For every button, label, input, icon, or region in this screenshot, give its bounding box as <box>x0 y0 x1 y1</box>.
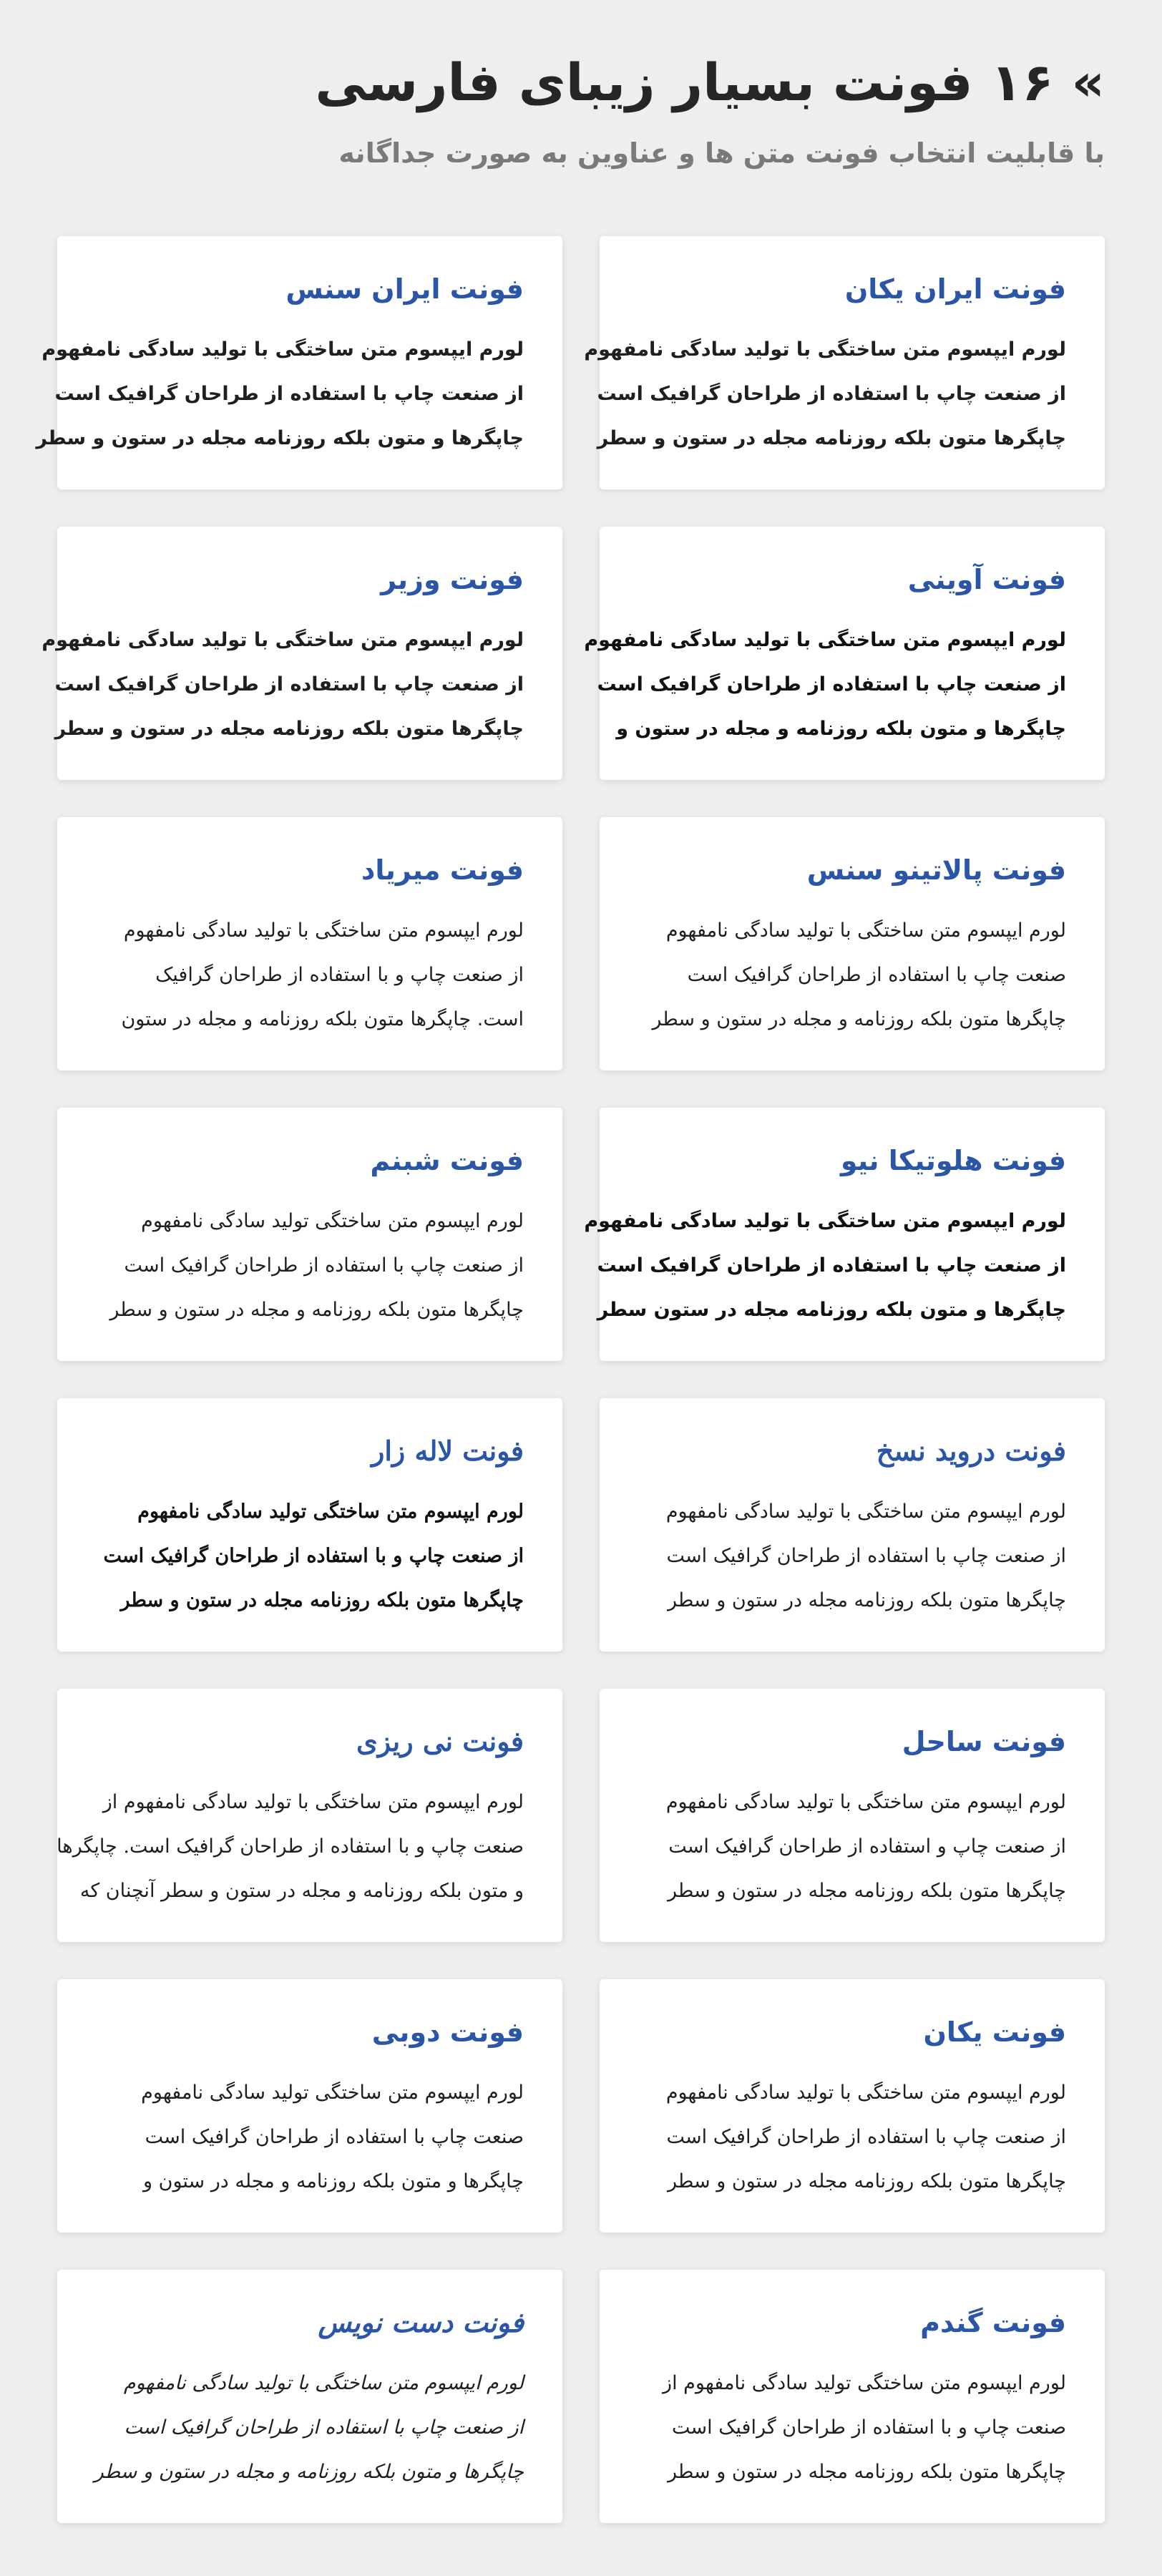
card-body-line: چاپگرها متون بلکه روزنامه و مجله در ستون و سطر <box>652 1008 1066 1030</box>
card-title: فونت ایران سنس <box>285 273 524 305</box>
card-body-line: صنعت چاپ و با استفاده از طراحان گرافیک است <box>672 2416 1066 2439</box>
card-body <box>96 2361 524 2494</box>
page-header <box>57 43 1105 175</box>
card-body-line: لورم ایپسوم متن ساختگی با تولید سادگی نامفهوم <box>42 338 524 361</box>
card-title: فونت نی ریزی <box>356 1725 524 1757</box>
font-card-avini <box>584 527 1105 780</box>
card-body <box>96 2071 524 2204</box>
card-title: فونت لاله زار <box>371 1435 524 1467</box>
card-body-line: از صنعت چاپ با استفاده از طراحان گرافیک است <box>54 383 524 405</box>
page-title: » ۱۶ فونت بسیار زیبای فارسی <box>315 52 1105 112</box>
card-body-line: چاپگرها و متون بلکه روزنامه و مجله در ستون و سطر <box>94 2461 524 2483</box>
font-card-yekan <box>600 1979 1105 2233</box>
card-body-line: لورم ایپسوم متن ساختگی با تولید سادگی نامفهوم از <box>102 1791 524 1813</box>
card-title: فونت دست نویس <box>318 2306 524 2338</box>
card-body <box>638 909 1066 1042</box>
card-body-line: از صنعت چاپ با استفاده از طراحان گرافیک است <box>124 1254 524 1277</box>
card-body <box>36 328 524 461</box>
card-body <box>42 618 524 751</box>
card-title: فونت پالاتینو سنس <box>806 854 1066 886</box>
card-title: فونت گندم <box>920 2307 1066 2338</box>
card-body-line: لورم ایپسوم متن ساختگی با تولید سادگی نامفهوم <box>42 629 524 651</box>
card-body-line: از صنعت چاپ و استفاده از طراحان گرافیک است <box>668 1835 1066 1858</box>
card-body-line: از صنعت چاپ با استفاده از طراحان گرافیک است <box>666 1545 1066 1567</box>
font-card-myriad <box>57 817 562 1070</box>
card-body-line: چاپگرها متون بلکه روزنامه مجله در ستون و سطر <box>667 2461 1066 2483</box>
card-body-line: چاپگرها متون بلکه روزنامه مجله در ستون و سطر <box>667 2170 1066 2192</box>
card-body-line: از صنعت چاپ با استفاده از طراحان گرافیک است <box>666 2126 1066 2148</box>
card-body-line: لورم ایپسوم متن ساختگی با تولید سادگی نامفهوم <box>665 1791 1066 1813</box>
card-body-line: چاپگرها متون بلکه روزنامه و مجله در ستون و سطر <box>109 1299 524 1321</box>
card-title: فونت یکان <box>923 2016 1066 2048</box>
card-body <box>57 1780 524 1913</box>
card-body-line: چاپگرها و متون بلکه روزنامه مجله در ستون و سطر <box>36 427 524 449</box>
card-body-line: لورم ایپسوم متن ساختگی تولید سادگی نامفهوم <box>141 1210 524 1232</box>
font-card-gandom <box>600 2270 1105 2523</box>
font-card-dubai <box>57 1979 562 2233</box>
card-body <box>96 1490 524 1623</box>
card-title: فونت شبنم <box>370 1145 524 1176</box>
card-body-line: لورم ایپسوم متن ساختگی با تولید سادگی نامفهوم <box>584 629 1066 651</box>
card-body <box>638 2071 1066 2204</box>
card-body <box>638 2361 1066 2494</box>
card-body <box>638 1490 1066 1623</box>
card-body <box>96 1199 524 1332</box>
card-body-line: لورم ایپسوم متن ساختگی با تولید سادگی نامفهوم <box>665 1501 1066 1523</box>
font-card-sahel <box>600 1689 1105 1942</box>
card-body-line: چاپگرها و متون بلکه روزنامه و مجله در ستون و <box>143 2170 524 2192</box>
card-body-line: از صنعت چاپ با استفاده از طراحان گرافیک است <box>597 1254 1066 1277</box>
font-card-grid <box>36 236 1105 2523</box>
card-body-line: لورم ایپسوم متن ساختگی تولید سادگی نامفهوم از <box>663 2372 1066 2394</box>
card-body-line: از صنعت چاپ و با استفاده از طراحان گرافیک <box>155 964 524 986</box>
card-body-line: لورم ایپسوم متن ساختگی با تولید سادگی نامفهوم <box>584 338 1066 361</box>
card-body-line: صنعت چاپ با استفاده از طراحان گرافیک است <box>145 2126 524 2148</box>
card-body-line: از صنعت چاپ با استفاده از طراحان گرافیک است <box>124 2416 524 2439</box>
card-body <box>584 618 1066 751</box>
card-body-line: چاپگرها متون بلکه روزنامه مجله در ستون و سطر <box>667 1880 1066 1902</box>
card-body-line: از صنعت چاپ با استفاده از طراحان گرافیک است <box>54 673 524 696</box>
card-body-line: چاپگرها و متون بلکه روزنامه و مجله در ستون و <box>616 718 1066 740</box>
card-title: فونت ایران یکان <box>844 273 1066 305</box>
font-card-shabnam <box>57 1108 562 1361</box>
font-card-lalezar <box>57 1398 562 1652</box>
card-body-line: لورم ایپسوم متن ساختگی با تولید سادگی نامفهوم <box>665 2082 1066 2104</box>
card-title: فونت هلوتیکا نیو <box>840 1145 1066 1176</box>
font-card-palatino-sans <box>600 817 1105 1070</box>
card-body <box>584 328 1066 461</box>
card-title: فونت میریاد <box>361 854 524 886</box>
font-card-iranyekan <box>584 236 1105 489</box>
card-body-line: و متون بلکه روزنامه و مجله در ستون و سطر آنچنان که <box>79 1880 524 1902</box>
card-body-line: از صنعت چاپ با استفاده از طراحان گرافیک است <box>597 673 1066 696</box>
card-body-line: لورم ایپسوم متن ساختگی تولید سادگی نامفهوم <box>141 2082 524 2104</box>
card-body <box>584 1199 1066 1332</box>
card-body-line: لورم ایپسوم متن ساختگی با تولید سادگی نامفهوم <box>584 1210 1066 1232</box>
font-card-handwritten <box>57 2270 562 2523</box>
card-body-line: چاپگرها متون بلکه روزنامه مجله در ستون و سطر <box>667 1589 1066 1611</box>
card-title: فونت وزیر <box>381 564 524 595</box>
card-body-line: لورم ایپسوم متن ساختگی تولید سادگی نامفهوم <box>137 1501 524 1523</box>
card-body <box>96 909 524 1042</box>
font-card-droid-naskh <box>600 1398 1105 1652</box>
card-body-line: چاپگرها متون بلکه روزنامه مجله در ستون و سطر <box>597 427 1066 449</box>
card-title: فونت درويد نسخ <box>876 1435 1066 1467</box>
card-body-line: لورم ایپسوم متن ساختگی با تولید سادگی نامفهوم <box>123 919 524 942</box>
card-title: فونت دوبی <box>371 2016 524 2048</box>
font-card-iransans <box>36 236 562 489</box>
card-body-line: است. چاپگرها متون بلکه روزنامه و مجله در ستون <box>121 1008 524 1030</box>
font-card-helvetica-neue <box>584 1108 1105 1361</box>
card-body-line: صنعت چاپ و با استفاده از طراحان گرافیک است. چاپگرها <box>57 1835 524 1858</box>
card-body-line: صنعت چاپ با استفاده از طراحان گرافیک است <box>687 964 1066 986</box>
card-title: فونت ساحل <box>902 1726 1066 1757</box>
card-body-line: لورم ایپسوم متن ساختگی با تولید سادگی نامفهوم <box>665 919 1066 942</box>
card-body-line: از صنعت چاپ و با استفاده از طراحان گرافیک است <box>103 1545 524 1567</box>
card-body-line: لورم ایپسوم متن ساختگی با تولید سادگی نامفهوم <box>123 2372 524 2394</box>
font-card-neyrizi <box>57 1689 562 1942</box>
card-body-line: چاپگرها متون بلکه روزنامه مجله در ستون و سطر <box>120 1589 524 1611</box>
card-body-line: چاپگرها و متون بلکه روزنامه مجله در ستون سطر <box>597 1299 1066 1321</box>
font-card-vazir <box>42 527 562 780</box>
card-body-line: از صنعت چاپ با استفاده از طراحان گرافیک است <box>597 383 1066 405</box>
card-body <box>638 1780 1066 1913</box>
page-subtitle: با قابلیت انتخاب فونت متن ها و عناوین به صورت جداگانه <box>338 137 1105 169</box>
card-body-line: چاپگرها متون بلکه روزنامه مجله در ستون و سطر <box>54 718 524 740</box>
card-title: فونت آوینی <box>907 564 1066 595</box>
